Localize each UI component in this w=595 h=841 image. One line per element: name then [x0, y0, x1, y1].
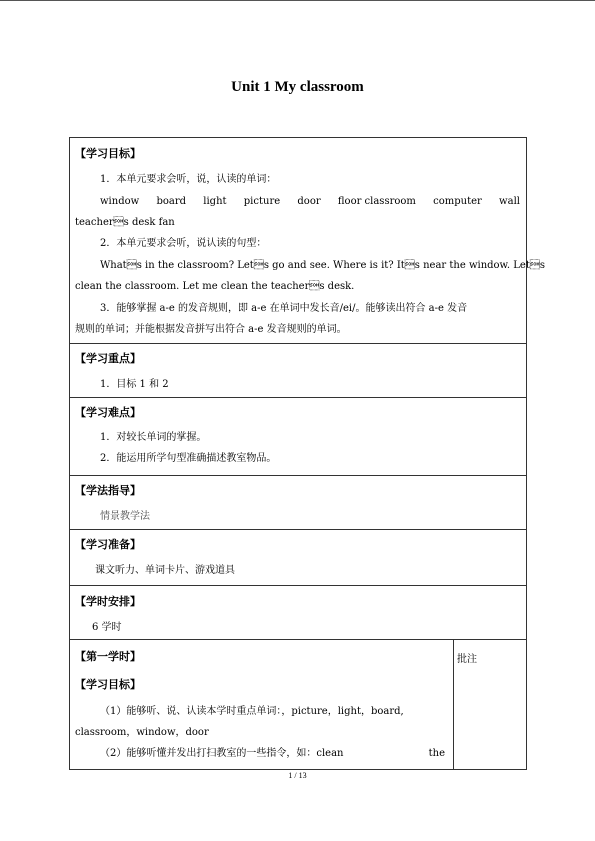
key-points-section — [69, 343, 527, 397]
notes-label: 批注 — [457, 654, 477, 665]
vocab-word: picture — [243, 196, 281, 207]
objectives-item-1: 1．本单元要求会听，说，认读的单词： — [100, 174, 277, 185]
vocab-word-row-2: teachers desk fan — [75, 217, 175, 228]
vocab-word: wall — [499, 196, 520, 207]
first-period-content — [70, 640, 454, 769]
first-period-heading: 【第一学时】 — [75, 650, 141, 663]
preparation-text: 课文听力、单词卡片、游戏道具 — [95, 565, 235, 576]
preparation-section — [69, 529, 527, 585]
vocab-word: floor classroom — [337, 196, 416, 207]
key-points-heading: 【学习重点】 — [75, 352, 141, 365]
first-period-item-2a: （2）能够听懂并发出打扫教室的一些指令，如：clean — [100, 748, 344, 759]
vocab-word-row — [70, 195, 526, 208]
method-text: 情景教学法 — [100, 511, 150, 522]
objectives-heading: 【学习目标】 — [75, 147, 141, 160]
vocab-word: board — [156, 196, 187, 207]
sentence-pattern-line-2: clean the classroom. Let me clean the teachers desk. — [75, 281, 355, 292]
first-period-objectives-heading: 【学习目标】 — [75, 678, 141, 691]
objectives-item-2: 2．本单元要求会听，说认读的句型： — [100, 238, 267, 249]
page-number: 1 / 13 — [288, 771, 307, 780]
vocab-word: window — [100, 196, 140, 207]
notes-column — [454, 640, 526, 769]
objectives-item-3a: 3．能够掌握 a-e 的发音规则，即 a-e 在单词中发长音/ei/。能够读出符合 a-e 发音 — [100, 303, 468, 314]
schedule-text: 6 学时 — [92, 622, 122, 633]
method-heading: 【学法指导】 — [75, 484, 141, 497]
vocab-word: computer — [433, 196, 482, 207]
schedule-section — [69, 585, 527, 639]
vocab-word: light — [203, 196, 227, 207]
difficulties-heading: 【学习难点】 — [75, 406, 141, 419]
top-rule — [0, 0, 595, 1]
key-points-item-1: 1．目标 1 和 2 — [100, 379, 169, 390]
objectives-section — [69, 137, 545, 343]
page-title: Unit 1 My classroom — [231, 79, 364, 95]
method-section — [69, 475, 527, 529]
first-period-item-1a: （1）能够听、说、认读本学时重点单词：，picture，light，board, — [100, 706, 404, 717]
difficulties-item-2: 2．能运用所学句型准确描述教室物品。 — [100, 453, 277, 464]
sentence-pattern-line-1: Whats in the classroom? Lets go and see. Where is it? Its near the window. Lets — [100, 260, 545, 271]
vocab-word: door — [297, 196, 321, 207]
first-period-item-2-row — [70, 747, 453, 760]
objectives-item-3b: 规则的单词；并能根据发音拼写出符合 a-e 发音规则的单词。 — [75, 324, 347, 335]
first-period-item-2b: the — [428, 748, 445, 759]
lesson-plan-table — [69, 137, 545, 770]
difficulties-item-1: 1．对较长单词的掌握。 — [100, 432, 207, 443]
first-period-section — [69, 639, 527, 770]
difficulties-section — [69, 397, 527, 475]
first-period-item-1b: classroom，window，door — [75, 727, 209, 738]
schedule-heading: 【学时安排】 — [75, 595, 141, 608]
preparation-heading: 【学习准备】 — [75, 538, 141, 551]
